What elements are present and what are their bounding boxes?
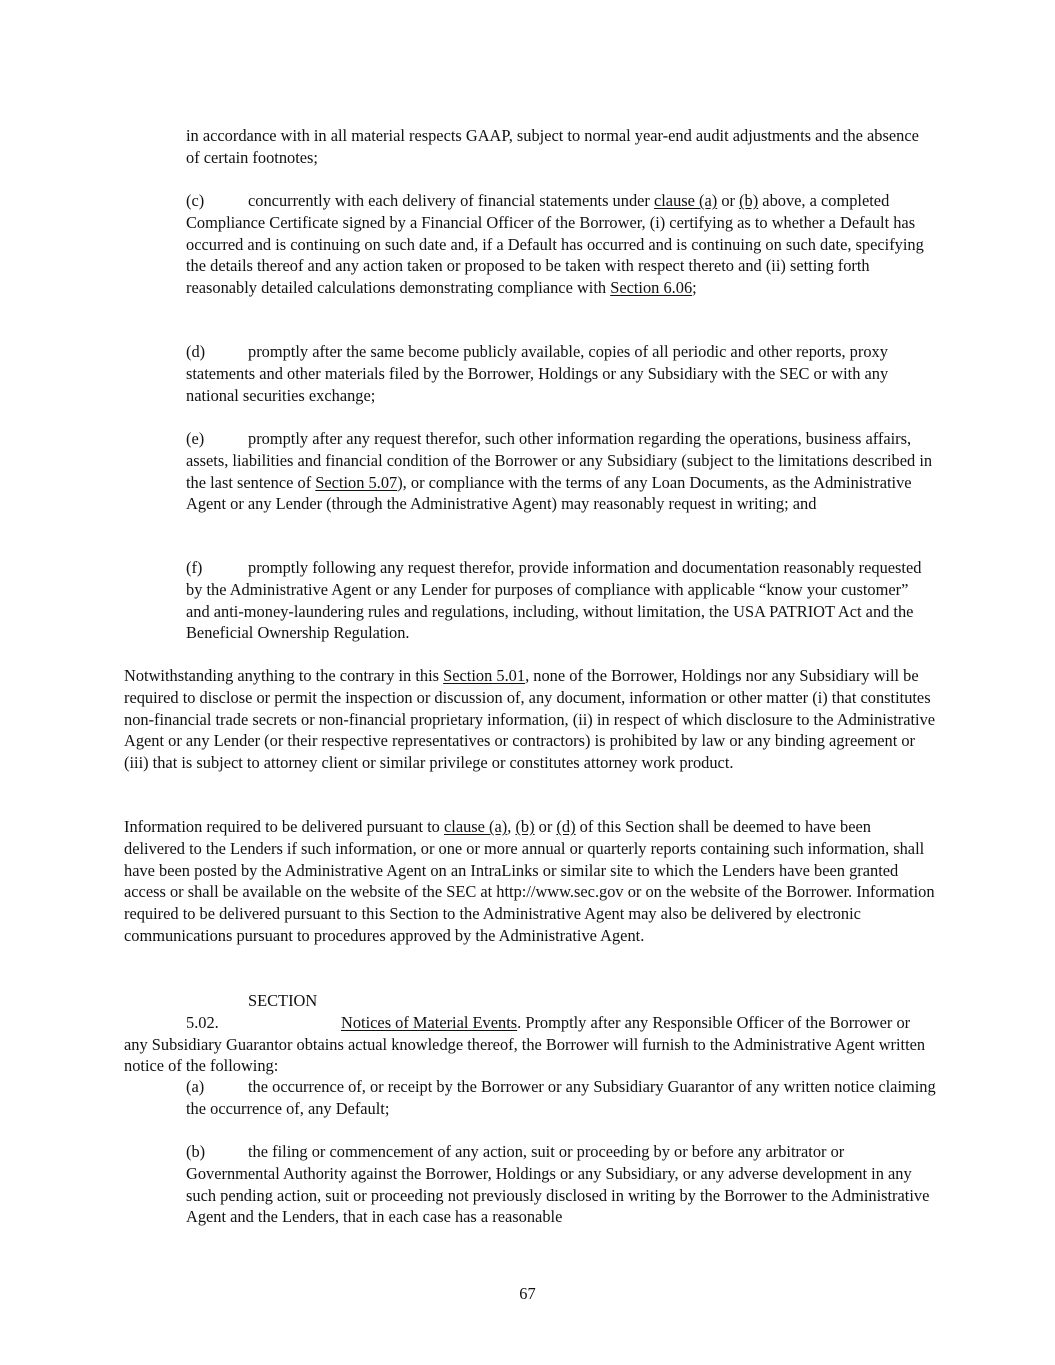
paragraph-text: , none of the Borrower, Holdings nor any Subsidiary will be required to disclose or permit the inspection or discussion of, any document, information or other matter (i) that constitutes non-financial trade secrets or non-financial proprietary information, (ii) in respect of which disclosure to the Administrative Agent or any Lender (or their respective representatives or contractors) is prohibited by law or any binding agreement or (iii) that is subject to attorney client or similar privilege or constitutes attorney work product. <box>124 666 936 773</box>
clause-d <box>186 341 936 406</box>
clause-label: (c) <box>186 191 205 210</box>
clause-d-reference: (d) <box>556 817 576 836</box>
clause-label: (a) <box>186 1077 205 1096</box>
clause-label: (d) <box>186 342 206 361</box>
clause-text: concurrently with each delivery of financial statements under <box>248 191 654 210</box>
clause-text: the occurrence of, or receipt by the Borrower or any Subsidiary Guarantor of any written notice claiming the occurrence of, any Default; <box>186 1077 936 1118</box>
paragraph-notwithstanding <box>124 665 936 774</box>
section-6-06-reference: Section 6.06 <box>610 278 693 298</box>
clause-a-reference: clause (a) <box>653 191 718 210</box>
section-heading: Notices of Material Events <box>341 1012 518 1032</box>
section-5-01-reference: Section 5.01 <box>443 666 526 685</box>
clause-text: promptly after any request therefor, such other information regarding the operations, business affairs, assets, liabilities and financial condition of the Borrower or any Subsidiary (subject to the limitations described in the last sentence of <box>186 429 933 492</box>
paragraph-text: Information required to be delivered pursuant to <box>124 817 444 836</box>
clause-b-reference: (b) <box>739 191 759 210</box>
clause-c <box>186 190 936 299</box>
paragraph-information <box>124 816 936 947</box>
page-number: 67 <box>519 1284 536 1303</box>
clause-text: ; <box>692 278 697 298</box>
section-label: SECTION 5.02. <box>186 991 318 1032</box>
paragraph-text: in accordance with in all material respects GAAP, subject to normal year-end audit adjustments and the absence of certain footnotes; <box>186 126 919 167</box>
notice-clause-b <box>186 1141 936 1228</box>
clause-label: (b) <box>186 1142 206 1161</box>
section-5-02 <box>124 990 936 1077</box>
clause-label: (e) <box>186 429 205 448</box>
clause-text: promptly after the same become publicly available, copies of all periodic and other reports, proxy statements and other materials filed by the Borrower, Holdings or any Subsidiary with the SEC or with any national securities exchange; <box>186 342 889 405</box>
paragraph-text: Notwithstanding anything to the contrary in this <box>124 666 444 685</box>
clause-text: ), or compliance with the terms of any Loan Documents, as the Administrative Agent or any Lender (through the Administrative Agent) may reasonably request in writing; and <box>186 472 912 514</box>
clause-e <box>186 428 936 515</box>
section-5-07-reference: Section 5.07 <box>315 472 398 492</box>
paragraph-text: of this Section shall be deemed to have been delivered to the Lenders if such information, or one or more annual or quarterly reports containing such information, shall have been posted by the Administrative Agent on an IntraLinks or similar site to which the Lenders have been granted access or shall be available on the website of the SEC at http://www.sec.gov or on the website of the Borrower. Information required to be delivered pursuant to this Section to the Administrative Agent may also be delivered by electronic communications pursuant to procedures approved by the Administrative Agent. <box>124 817 935 945</box>
paragraph-text: , <box>507 817 516 836</box>
paragraph-text: or <box>534 817 557 836</box>
clause-text: or <box>717 191 740 210</box>
clause-text: promptly following any request therefor, provide information and documentation reasonably requested by the Administrative Agent or any Lender for purposes of compliance with applicable “know your customer” and anti-money-laundering rules and regulations, including, without limitation, the USA PATRIOT Act and the Beneficial Ownership Regulation. <box>186 558 922 643</box>
clause-f <box>186 557 936 644</box>
clause-b-reference: (b) <box>515 817 535 836</box>
paragraph-text: . Promptly after any Responsible Officer of the Borrower or any Subsidiary Guarantor obtains actual knowledge thereof, the Borrower will furnish to the Administrative Agent written notice of the following: <box>124 1012 926 1076</box>
clause-text: the filing or commencement of any action, suit or proceeding by or before any arbitrator or Governmental Authority against the Borrower, Holdings or any Subsidiary, or any adverse development in any such pending action, suit or proceeding not previously disclosed in writing by the Borrower to the Administrative Agent and the Lenders, that in each case has a reasonable <box>186 1142 930 1227</box>
clause-a-reference: clause (a) <box>443 817 508 836</box>
notice-clause-a <box>186 1076 936 1120</box>
clause-text: above, a completed Compliance Certificate signed by a Financial Officer of the Borrower, (i) certifying as to whether a Default has occurred and is continuing on such date and, if a Default has occurred and is continuing on such date, specifying the details thereof and any action taken or proposed to be taken with respect thereto and (ii) setting forth reasonably detailed calculations demonstrating compliance with <box>186 191 924 298</box>
clause-label: (f) <box>186 558 203 577</box>
paragraph-continuation <box>186 125 936 169</box>
